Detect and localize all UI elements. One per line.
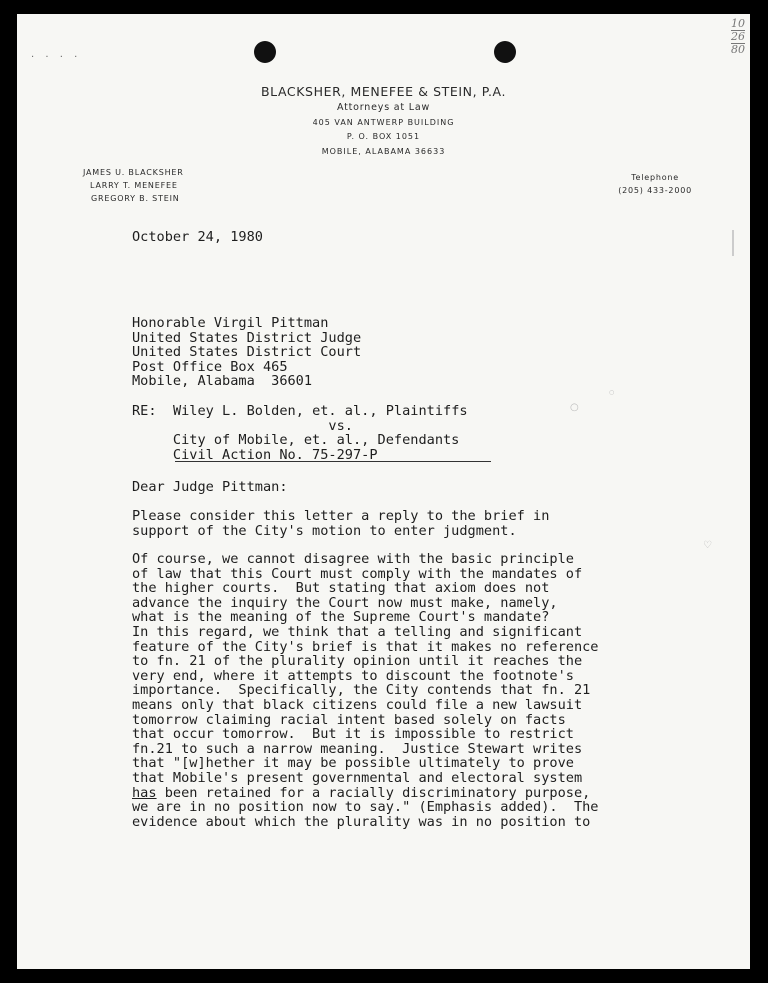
re-vs: vs. [328,417,353,434]
firm-building: 405 VAN ANTWERP BUILDING [312,118,455,127]
punch-hole-right [494,41,516,63]
partner-name: JAMES U. BLACKSHER [83,168,184,177]
phone-label: Telephone [631,173,680,182]
paragraph-2: Of course, we cannot disagree with the basic principle of law that this Court must comply with the mandates of the higher courts. But stating that axiom does not advance the inquiry the Court now must make, namely, what is the meaning of the Supreme Court's mandate? In this regard, we think that a telling and significant feature of the City's brief is that it makes no reference to fn. 21 of the plurality opinion until it reaches the very end, where it attempts to discount the footnote's importance. Specifically, the City contends that fn. 21 means only that black citizens could file a new lawsuit tomorrow claiming racial intent based solely on facts that occur tomorrow. But it is impossible to restrict fn.21 to such a narrow meaning. Justice Stewart writes that "[w]hether it may be possible ultimately to prove that Mobile's present governmental and electoral system has been retained for a racially discriminatory purpose, we are in no position now to say." (Emphasis added). The evidence about which the plurality was in no position to [132,551,599,830]
re-civil-action: Civil Action No. 75-297-P [172,446,378,463]
emphasis-has: has [132,784,157,801]
recipient-address: Honorable Virgil Pittman United States District Judge United States District Court Post Office Box 465 Mobile, Alabama 36601 [132,315,362,390]
salutation: Dear Judge Pittman: [132,479,288,495]
re-label: RE: [132,403,157,419]
stray-marks: · · · · [31,52,82,63]
firm-name: BLACKSHER, MENEFEE & STEIN, P.A. [260,84,507,99]
handwritten-date-note: 10 26 80 [731,17,745,56]
margin-line [732,230,734,256]
civil-action-underline [175,461,491,462]
stray-circle-mark: ○ [570,402,579,413]
stray-heart-mark: ♡ [703,540,712,551]
partner-name: GREGORY B. STEIN [91,194,180,203]
re-defendants: City of Mobile, et. al., Defendants [172,432,460,449]
phone-number: (205) 433-2000 [618,186,692,195]
re-plaintiffs: Wiley L. Bolden, et. al., Plaintiffs [172,403,468,419]
stray-dot-mark: ○ [609,389,615,396]
punch-hole-left [254,41,276,63]
phone-block [618,171,692,197]
firm-po-box: P. O. BOX 1051 [346,132,421,141]
firm-subtitle: Attorneys at Law [336,102,431,113]
paragraph-1: Please consider this letter a reply to the brief in support of the City's motion to enter judgment. [132,508,550,539]
letter-page [17,14,750,969]
re-block [132,404,468,462]
partner-list [83,166,184,205]
letter-date: October 24, 1980 [132,229,263,245]
firm-city: MOBILE, ALABAMA 36633 [321,147,446,156]
partner-name: LARRY T. MENEFEE [90,181,178,190]
